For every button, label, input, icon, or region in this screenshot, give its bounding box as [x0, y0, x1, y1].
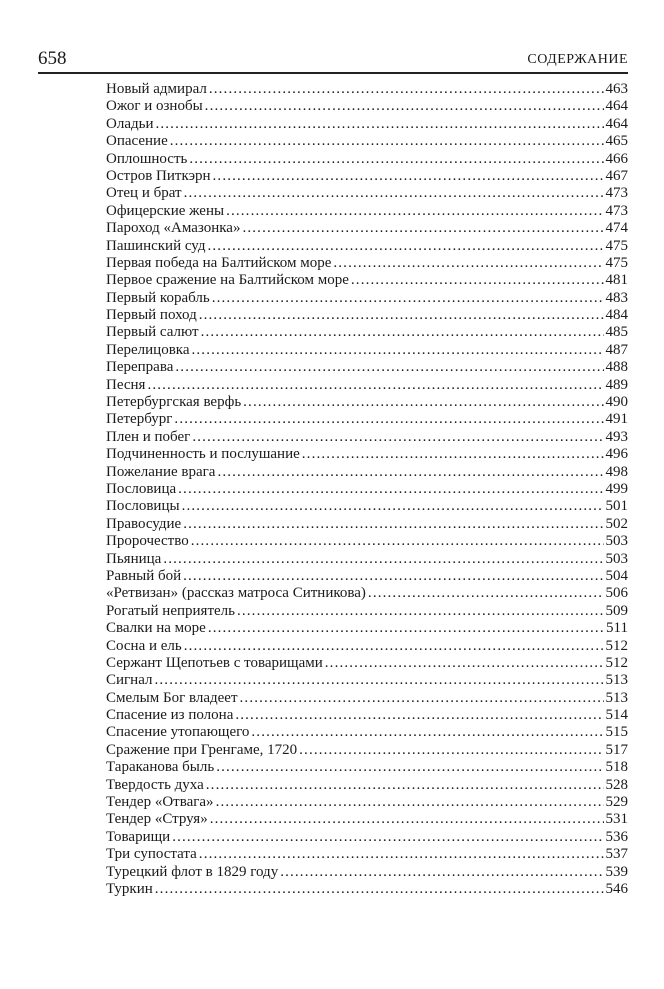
dot-leader — [280, 864, 603, 881]
toc-entry-title: Первая победа на Балтийском море — [106, 254, 332, 271]
toc-entry[interactable] — [106, 759, 628, 776]
toc-entry-page: 518 — [605, 759, 628, 776]
toc-entry[interactable] — [106, 794, 628, 811]
toc-entry-page: 491 — [605, 411, 628, 428]
dot-leader — [208, 620, 604, 637]
toc-entry-page: 488 — [605, 359, 628, 376]
dot-leader — [210, 811, 604, 828]
toc-entry-title: Оладьи — [106, 115, 154, 132]
toc-entry-page: 517 — [605, 741, 628, 758]
toc-entry-page: 511 — [606, 620, 628, 637]
toc-entry-title: Смелым Бог владеет — [106, 689, 238, 706]
dot-leader — [199, 307, 604, 324]
toc-entry[interactable] — [106, 151, 628, 168]
dot-leader — [216, 794, 604, 811]
dot-leader — [208, 238, 604, 255]
toc-entry-page: 481 — [605, 272, 628, 289]
toc-entry-page: 475 — [605, 237, 628, 254]
toc-entry[interactable] — [106, 81, 628, 98]
dot-leader — [333, 255, 603, 272]
toc-entry[interactable] — [106, 185, 628, 202]
dot-leader — [155, 116, 603, 133]
toc-entry-page: 531 — [605, 811, 628, 828]
dot-leader — [192, 429, 603, 446]
dot-leader — [242, 220, 603, 237]
toc-entry-title: «Ретвизан» (рассказ матроса Ситникова) — [106, 585, 366, 602]
toc-entry-page: 539 — [605, 863, 628, 880]
toc-entry-page: 464 — [605, 98, 628, 115]
toc-entry-title: Товарищи — [106, 828, 171, 845]
toc-entry-title: Сосна и ель — [106, 637, 182, 654]
dot-leader — [205, 98, 604, 115]
dot-leader — [199, 846, 604, 863]
toc-entry[interactable] — [106, 585, 628, 602]
toc-entry-page: 512 — [605, 654, 628, 671]
toc-entry-title: Новый адмирал — [106, 81, 207, 97]
toc-entry-title: Оплошность — [106, 150, 188, 167]
toc-entry[interactable] — [106, 238, 628, 255]
dot-leader — [212, 290, 604, 307]
toc-entry-page: 465 — [605, 133, 628, 150]
table-of-contents — [106, 81, 628, 898]
toc-entry[interactable] — [106, 811, 628, 828]
toc-entry[interactable] — [106, 377, 628, 394]
toc-entry[interactable] — [106, 307, 628, 324]
toc-entry[interactable] — [106, 672, 628, 689]
toc-entry-title: Правосудие — [106, 515, 182, 532]
toc-entry[interactable] — [106, 429, 628, 446]
toc-entry-title: Первый поход — [106, 307, 197, 324]
dot-leader — [209, 81, 604, 98]
toc-entry-page: 529 — [605, 794, 628, 811]
toc-entry-page: 490 — [605, 394, 628, 411]
dot-leader — [325, 655, 604, 672]
toc-entry-title: Тараканова быль — [106, 759, 215, 776]
toc-entry-title: Тендер «Отвага» — [106, 794, 214, 811]
toc-entry[interactable] — [106, 342, 628, 359]
toc-entry-page: 504 — [605, 567, 628, 584]
toc-entry-title: Сражение при Гренгаме, 1720 — [106, 741, 298, 758]
toc-entry[interactable] — [106, 359, 628, 376]
toc-entry-title: Остров Питкэрн — [106, 167, 211, 184]
toc-entry-page: 513 — [605, 689, 628, 706]
toc-entry-title: Плен и побег — [106, 428, 191, 445]
dot-leader — [240, 690, 604, 707]
dot-leader — [163, 551, 603, 568]
toc-entry-page: 499 — [605, 480, 628, 497]
toc-entry-title: Офицерские жены — [106, 202, 225, 219]
running-title: СОДЕРЖАНИЕ — [527, 52, 628, 67]
toc-entry-page: 496 — [605, 446, 628, 463]
toc-entry-title: Петербург — [106, 411, 173, 428]
toc-entry[interactable] — [106, 777, 628, 794]
dot-leader — [182, 498, 604, 515]
toc-entry[interactable] — [106, 690, 628, 707]
dot-leader — [184, 638, 604, 655]
toc-entry-page: 515 — [605, 724, 628, 741]
toc-entry-page: 464 — [605, 115, 628, 132]
toc-entry-page: 513 — [605, 672, 628, 689]
toc-entry[interactable] — [106, 98, 628, 115]
toc-entry-page: 509 — [605, 602, 628, 619]
dot-leader — [235, 707, 603, 724]
toc-entry[interactable] — [106, 516, 628, 533]
toc-entry-page: 466 — [605, 150, 628, 167]
toc-entry-page: 473 — [605, 202, 628, 219]
toc-entry-page: 503 — [605, 550, 628, 567]
page-number: 658 — [38, 48, 67, 69]
toc-entry-page: 536 — [605, 828, 628, 845]
toc-entry[interactable] — [106, 742, 628, 759]
toc-entry-title: Пословицы — [106, 498, 180, 515]
toc-entry-title: Перелицовка — [106, 341, 190, 358]
toc-entry-title: Сигнал — [106, 672, 153, 689]
toc-entry-title: Первый корабль — [106, 289, 210, 306]
dot-leader — [217, 464, 603, 481]
dot-leader — [302, 446, 604, 463]
dot-leader — [201, 324, 604, 341]
toc-entry[interactable] — [106, 481, 628, 498]
toc-entry-title: Спасение утопающего — [106, 724, 250, 741]
toc-entry-page: 546 — [605, 880, 628, 897]
dot-leader — [299, 742, 603, 759]
toc-entry-title: Пароход «Амазонка» — [106, 220, 241, 237]
toc-entry[interactable] — [106, 272, 628, 289]
toc-entry[interactable] — [106, 638, 628, 655]
toc-entry-title: Пожелание врага — [106, 463, 216, 480]
toc-entry[interactable] — [106, 551, 628, 568]
toc-entry[interactable] — [106, 411, 628, 428]
toc-entry-page: 475 — [605, 254, 628, 271]
toc-entry[interactable] — [106, 603, 628, 620]
dot-leader — [172, 829, 603, 846]
toc-entry-page: 514 — [605, 707, 628, 724]
toc-entry-page: 484 — [605, 307, 628, 324]
toc-entry-title: Песня — [106, 376, 146, 393]
toc-entry-page: 487 — [605, 341, 628, 358]
toc-entry-title: Пашинский суд — [106, 237, 206, 254]
dot-leader — [251, 724, 603, 741]
dot-leader — [191, 533, 604, 550]
dot-leader — [237, 603, 604, 620]
toc-entry[interactable] — [106, 864, 628, 881]
toc-entry[interactable] — [106, 829, 628, 846]
dot-leader — [170, 133, 604, 150]
toc-entry-title: Пословица — [106, 480, 177, 497]
toc-entry-page: 498 — [605, 463, 628, 480]
toc-entry-title: Подчиненность и послушание — [106, 446, 300, 463]
toc-entry-title: Петербургская верфь — [106, 394, 242, 411]
toc-entry[interactable] — [106, 220, 628, 237]
toc-entry-page: 473 — [605, 185, 628, 202]
dot-leader — [189, 151, 603, 168]
toc-entry-page: 474 — [605, 220, 628, 237]
dot-leader — [183, 516, 603, 533]
toc-entry-title: Первый салют — [106, 324, 199, 341]
toc-entry-page: 537 — [605, 846, 628, 863]
toc-entry[interactable] — [106, 620, 628, 637]
toc-entry-title: Туркин — [106, 880, 153, 897]
dot-leader — [226, 203, 603, 220]
toc-entry-title: Твердость духа — [106, 776, 204, 793]
page-header — [38, 48, 628, 74]
dot-leader — [351, 272, 604, 289]
dot-leader — [155, 881, 604, 898]
toc-entry-page: 493 — [605, 428, 628, 445]
toc-entry-title: Опасение — [106, 133, 168, 150]
dot-leader — [192, 342, 604, 359]
toc-entry-page: 467 — [605, 167, 628, 184]
toc-entry-title: Ожог и ознобы — [106, 98, 203, 115]
dot-leader — [155, 672, 604, 689]
toc-entry[interactable] — [106, 568, 628, 585]
toc-entry-page: 528 — [605, 776, 628, 793]
toc-entry[interactable] — [106, 203, 628, 220]
toc-entry-page: 485 — [605, 324, 628, 341]
toc-entry-title: Пьяница — [106, 550, 162, 567]
toc-entry[interactable] — [106, 290, 628, 307]
toc-entry-page: 463 — [605, 81, 628, 97]
dot-leader — [178, 481, 603, 498]
dot-leader — [147, 377, 603, 394]
dot-leader — [206, 777, 604, 794]
toc-entry-page: 503 — [605, 533, 628, 550]
toc-entry-page: 483 — [605, 289, 628, 306]
toc-entry[interactable] — [106, 724, 628, 741]
toc-entry[interactable] — [106, 464, 628, 481]
toc-entry[interactable] — [106, 533, 628, 550]
toc-entry[interactable] — [106, 116, 628, 133]
dot-leader — [368, 585, 604, 602]
dot-leader — [213, 168, 604, 185]
toc-entry-title: Отец и брат — [106, 185, 182, 202]
dot-leader — [184, 185, 604, 202]
toc-entry-title: Свалки на море — [106, 620, 206, 637]
toc-entry-page: 489 — [605, 376, 628, 393]
toc-entry[interactable] — [106, 707, 628, 724]
dot-leader — [175, 359, 603, 376]
toc-entry-page: 502 — [605, 515, 628, 532]
toc-entry[interactable] — [106, 881, 628, 898]
toc-entry[interactable] — [106, 846, 628, 863]
toc-entry[interactable] — [106, 168, 628, 185]
toc-entry-title: Турецкий флот в 1829 году — [106, 863, 279, 880]
toc-entry[interactable] — [106, 446, 628, 463]
toc-entry-page: 501 — [605, 498, 628, 515]
toc-entry[interactable] — [106, 394, 628, 411]
dot-leader — [183, 568, 603, 585]
toc-entry-title: Тендер «Струя» — [106, 811, 208, 828]
dot-leader — [243, 394, 603, 411]
toc-entry-title: Три супостата — [106, 846, 197, 863]
toc-entry[interactable] — [106, 255, 628, 272]
toc-entry-title: Переправа — [106, 359, 174, 376]
toc-entry[interactable] — [106, 324, 628, 341]
toc-entry[interactable] — [106, 655, 628, 672]
toc-entry-title: Рогатый неприятель — [106, 602, 235, 619]
toc-entry-title: Первое сражение на Балтийском море — [106, 272, 349, 289]
toc-entry-page: 512 — [605, 637, 628, 654]
toc-entry-title: Спасение из полона — [106, 707, 234, 724]
toc-entry[interactable] — [106, 133, 628, 150]
dot-leader — [174, 411, 603, 428]
toc-entry-title: Сержант Щепотьев с товарищами — [106, 654, 323, 671]
toc-entry-page: 506 — [605, 585, 628, 602]
dot-leader — [216, 759, 603, 776]
toc-entry-title: Равный бой — [106, 567, 182, 584]
toc-entry[interactable] — [106, 498, 628, 515]
toc-entry-title: Пророчество — [106, 533, 189, 550]
